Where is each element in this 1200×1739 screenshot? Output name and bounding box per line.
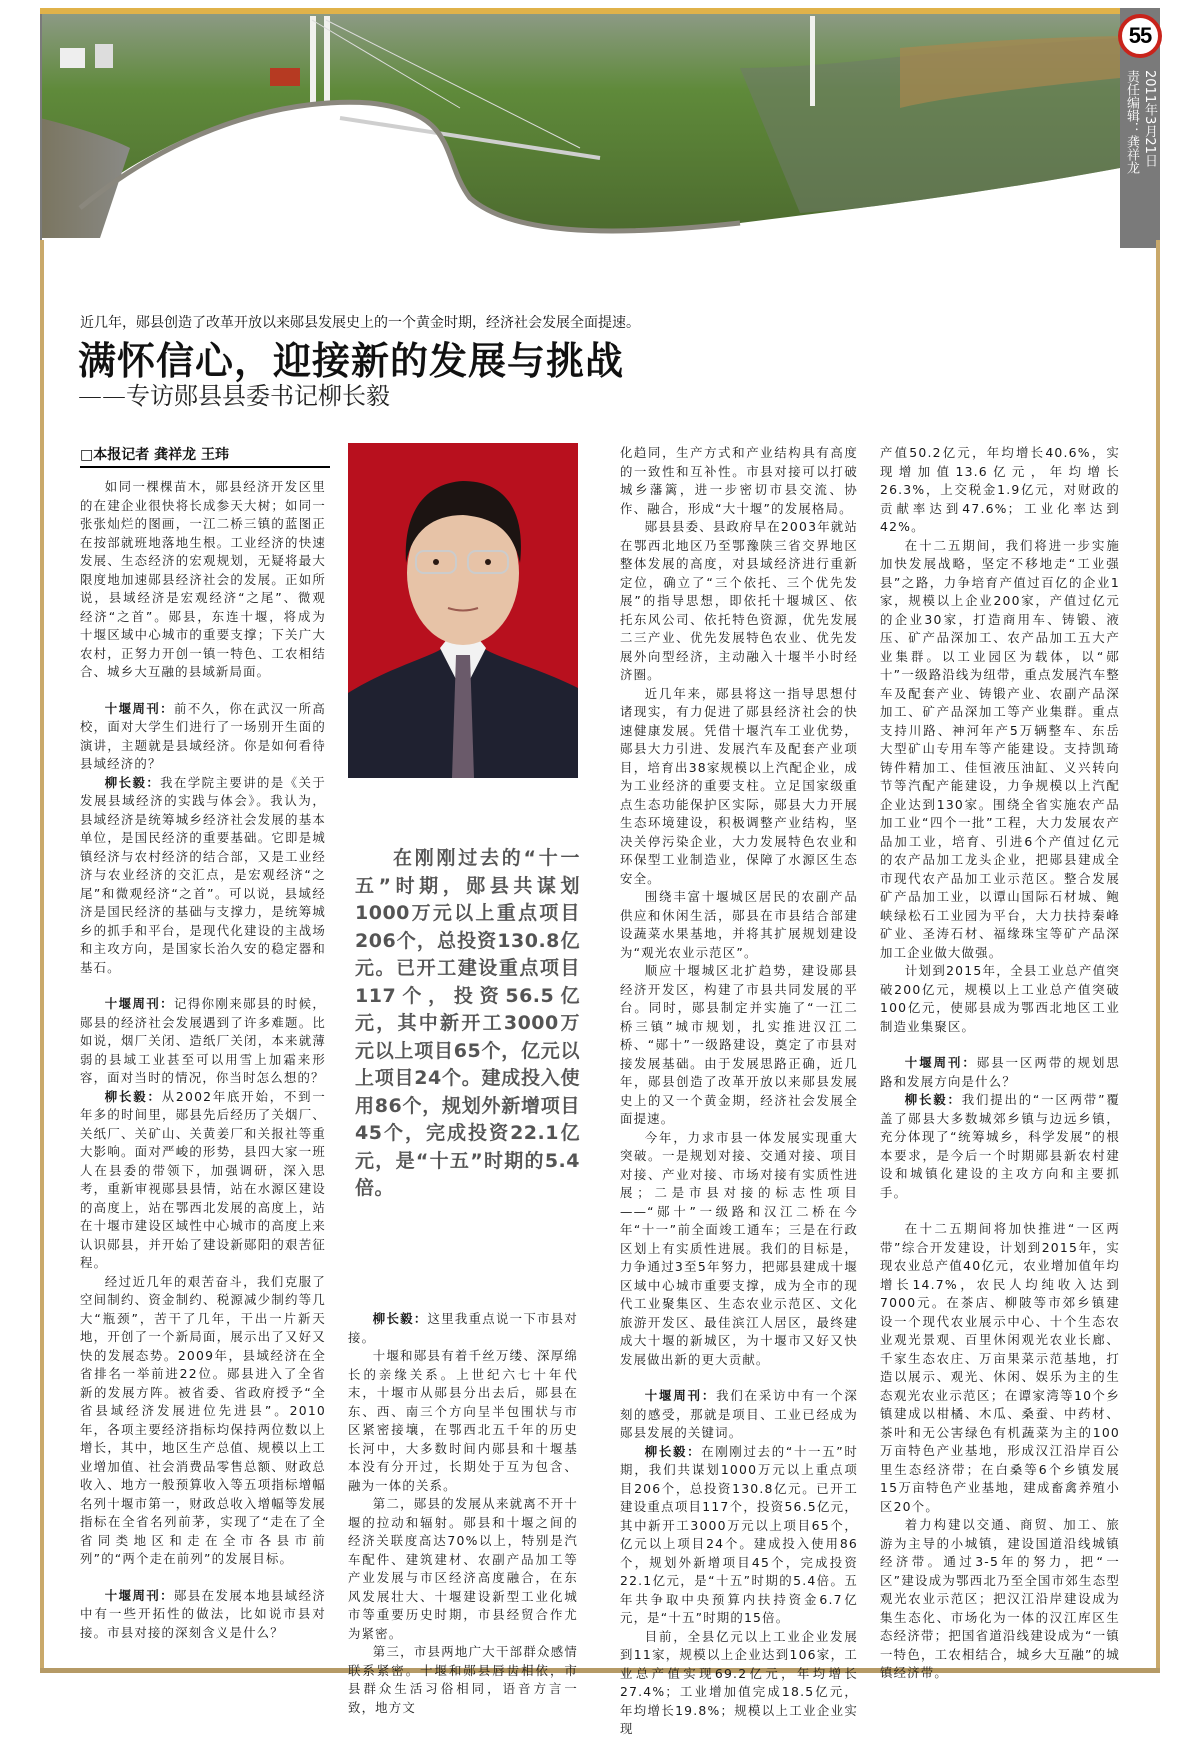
paragraph-text: 在十二五期间，我们将进一步实施加快发展战略，坚定不移地走“工业强县”之路，力争培育产值过百亿的企业1家，规模以上企业200家，产值过亿元的企业30家，打造商用车、铸锻、液压、矿产品深加工、农产品加工五大产业集群。以工业园区为载体，以“郧十”一级路沿线为纽带，重点发展汽车整车及配套产业、铸锻产业、农副产品深加工、矿产品深加工等产业集群。重点支持川路、神河年产5万辆整车、东岳大型矿山专用车等产能建设。支持凯琦铸件精加工、佳恒液压油缸、义兴转向节等汽配产能建设，力争规模以上汽配企业达到130家。围绕全省实施农产品加工业“四个一批”工程，大力发展农产品加工业，培育、引进6个产值过亿元的农产品加工龙头企业，把郧县建成全市现代农产品加工业示范区。整合发展矿产品加工业，以谭山国际石材城、鲍峡绿松石工业园为平台，大力扶持秦峰矿业、圣涛石材、福缘珠宝等矿产品深加工企业做大做强。: [880, 537, 1120, 960]
frame-right: [1156, 240, 1160, 1670]
editor-credit: 责任编辑：龚祥龙: [1124, 70, 1139, 174]
qa-paragraph: [880, 1091, 1120, 1202]
qa-paragraph: [880, 1054, 1120, 1091]
paragraph-text: 郧县一区两带的规划思路和发展方向是什么？: [880, 1055, 1121, 1089]
paragraph-text: 计划到2015年，全县工业总产值突破200亿元，规模以上工业总产值突破100亿元，使郧县成为鄂西北地区工业制造业集聚区。: [880, 963, 1120, 1034]
paragraph-text: 围绕丰富十堰城区居民的农副产品供应和休闲生活，郧县在市县结合部建设蔬菜水果基地，并将其扩展规划建设为“观光农业示范区”。: [620, 889, 858, 960]
page-number-badge: 55: [1118, 14, 1162, 58]
qa-paragraph: [80, 774, 326, 978]
paragraph-text: 这里我重点说一下市县对接。: [348, 1311, 578, 1345]
body-paragraph: [348, 1643, 578, 1717]
qa-paragraph: [80, 1587, 326, 1643]
paragraph-text: 十堰和郧县有着千丝万缕、深厚绵长的亲缘关系。上世纪六七十年代末，十堰市从郧县分出去后，郧县在东、西、南三个方向呈半包围状与市区紧密接壤，在鄂西北五千年的历史长河中，大多数时间内郧县和十堰基本没有分开过，长期处于互为包含、融为一体的关系。: [348, 1348, 578, 1493]
paragraph-text: 郧县在发展本地县域经济中有一些开拓性的做法，比如说市县对接。市县对接的深刻含义是什么？: [80, 1587, 326, 1640]
speaker-label: 十堰周刊：: [104, 700, 174, 716]
speaker-label: 十堰周刊：: [104, 1587, 174, 1603]
subheadline: ——专访郧县县委书记柳长毅: [78, 382, 390, 410]
article-column-4: [880, 444, 1120, 1683]
qa-paragraph: [80, 700, 326, 774]
issue-date: 2011年3月21日: [1142, 70, 1157, 167]
paragraph-text: 着力构建以交通、商贸、加工、旅游为主导的小城镇，建设国道沿线城镇经济带。通过3-5年的努力，把“一区”建设成为鄂西北乃至全国市郊生态型观光农业示范区；把汉江沿岸建设成为集生态化、市场化为一体的汉江库区生态经济带；把国省道沿线建设成为“一镇一特色，工农相结合，城乡大互融”的城镇经济带。: [880, 1517, 1120, 1680]
frame-left: [40, 240, 44, 1670]
speaker-label: 柳长毅：: [904, 1092, 962, 1107]
paragraph-text: 顺应十堰城区北扩趋势，建设郧县经济开发区，构建了市县共同发展的平台。同时，郧县制定并实施了“一江二桥三镇”城市规划，扎实推进汉江二桥、“郧十”一级路建设，奠定了市县对接发展基础。由于发展思路正确，近几年，郧县创造了改革开放以来郧县发展史上的又一个黄金期，经济社会发展全面提速。: [620, 963, 858, 1126]
speaker-label: 十堰周刊：: [104, 996, 174, 1011]
headline: 满怀信心，迎接新的发展与挑战: [78, 338, 625, 383]
paragraph-text: 在刚刚过去的“十一五”时期，我们共谋划1000万元以上重点项目206个，总投资130.8亿元。已开工建设重点项目117个，投资56.5亿元，其中新开工3000万元以上项目65个，亿元以上项目24个。建成投入使用86个，规划外新增项目45个，完成投资22.1亿元，是“十五”时期的5.4倍。五年共争取中央预算内扶持资金6.7亿元，是“十五”时期的15倍。: [620, 1443, 858, 1625]
body-paragraph: [620, 1129, 858, 1370]
qa-paragraph: [348, 1310, 578, 1347]
paragraph-text: 从2002年底开始，不到一年多的时间里，郧县先后经历了关烟厂、关纸厂、关矿山、关黄姜厂和关报社等重大影响。面对严峻的形势，县四大家一班人在县委的带领下，加强调研，深入思考，重新审视郧县县情，站在水源区建设的高度上，站在鄂西北发展的高度上，站在十堰市建设区域性中心城市的高度上来认识郧县，并开始了建设新郧阳的艰苦征程。: [80, 1088, 326, 1270]
paragraph-text: 近几年来，郧县将这一指导思想付诸现实，有力促进了郧县经济社会的快速健康发展。凭借十堰汽车工业优势，郧县大力引进、发展汽车及配套产业项目，培育出38家规模以上汽配企业，成为工业经济的重要支柱。立足国家级重点生态功能保护区实际，郧县大力开展生态环境建设，积极调整产业结构，坚决关停污染企业，大力发展特色农业和环保型工业制造业，保障了水源区生态安全。: [620, 685, 858, 886]
paragraph-text: 我们提出的“一区两带”覆盖了郧县大多数城郊乡镇与边远乡镇，充分体现了“统筹城乡，科学发展”的根本要求，是今后一个时期郧县新农村建设和城镇化建设的主攻方向和主要抓手。: [880, 1092, 1120, 1200]
body-paragraph: [880, 962, 1120, 1036]
paragraph-text: 郧县县委、县政府早在2003年就站在鄂西北地区乃至鄂豫陕三省交界地区整体发展的高度，对县域经济进行重新定位，确立了“三个依托、三个优先发展”的指导思想，即依托十堰城区、依托东风公司、依托特色资源，优先发展二三产业、优先发展特色农业、优先发展外向型经济，主动融入十堰半小时经济圈。: [620, 519, 858, 682]
body-paragraph: [620, 444, 858, 518]
speaker-label: 柳长毅：: [104, 1088, 162, 1104]
body-paragraph: [620, 1628, 858, 1739]
paragraph-text: 如同一棵棵苗木，郧县经济开发区里的在建企业很快将长成参天大树；如同一张张灿烂的图画，一江二桥三镇的蓝图正在按部就班地落地生根。工业经济的快速发展、生态经济的宏观规划，无疑将最大限度地加速郧县经济社会的发展。正如所说，县域经济是宏观经济“之尾”、微观经济“之首”。郧县，东连十堰，将成为十堰区域中心城市的重要支撑；下关广大农村，正努力开创一镇一特色、工农相结合、城乡大互融的县域新局面。: [80, 479, 326, 679]
body-paragraph: [80, 478, 326, 682]
paragraph-text: 目前，全县亿元以上工业企业发展到11家，规模以上企业达到106家，工业总产值实现69.2亿元，年均增长27.4%；工业增加值完成18.5亿元，年均增长19.8%；规模以上工业企业实现: [620, 1628, 858, 1736]
paragraph-text: 我们在采访中有一个深刻的感受，那就是项目、工业已经成为郧县发展的关键词。: [620, 1388, 859, 1440]
article-column-1: [80, 478, 326, 1642]
paragraph-text: 前不久，你在武汉一所高校，面对大学生们进行了一场别开生面的演讲，主题就是县域经济。你是如何看待县域经济的？: [80, 700, 326, 771]
body-paragraph: [80, 1273, 326, 1569]
byline: □本报记者 龚祥龙 王玮: [80, 444, 330, 468]
body-paragraph: [348, 1347, 578, 1495]
paragraph-text: 在十二五期间将加快推进“一区两带”综合开发建设，计划到2015年，实现农业总产值40亿元，农业增加值年均增长14.7%，农民人均纯收入达到7000元。在茶店、柳陂等市郊乡镇建设一个现代农业展示中心、十个生态农业观光景观、百里休闲观光农业长廊、千家生态农庄、万亩果菜示范基地，打造以展示、观光、休闲、娱乐为主的生态观光农业示范区；在谭家湾等10个乡镇建成以柑橘、木瓜、桑蚕、中药材、茶叶和无公害绿色有机蔬菜为主的100万亩特色产业基地，形成汉江沿岸百公里生态经济带；在白桑等6个乡镇发展15万亩特色产业基地，建成畜禽养殖小区20个。: [880, 1221, 1120, 1514]
speaker-label: 十堰周刊：: [644, 1388, 717, 1403]
paragraph-text: 化趋同，生产方式和产业结构具有高度的一致性和互补性。市县对接可以打破城乡藩篱，进一步密切市县交流、协作、融合，形成“大十堰”的发展格局。: [620, 445, 858, 516]
speaker-label: 柳长毅：: [644, 1443, 702, 1459]
qa-paragraph: [80, 995, 326, 1088]
speaker-label: 柳长毅：: [104, 774, 161, 790]
body-paragraph: [620, 888, 858, 962]
body-paragraph: [620, 962, 858, 1129]
paragraph-text: 经过近几年的艰苦奋斗，我们克服了空间制约、资金制约、税源减少制约等几大“瓶颈”，苦干了几年，干出一片新天地，开创了一个新局面，展示出了又好又快的发展态势。2009年，县域经济在全省排名一举前进22位。郧县进入了全省新的发展方阵。被省委、省政府授予“全省县域经济发展进位先进县”。2010年，各项主要经济指标均保持两位数以上增长，其中，地区生产总值、规模以上工业增加值、社会消费品零售总额、财政总收入、地方一般预算收入等五项指标增幅名列十堰市第一，财政总收入增幅等发展指标在全省名列前茅，实现了“走在了全省同类地区和走在全市各县市前列”的“两个走在前列”的发展目标。: [80, 1273, 326, 1566]
lead-line: 近几年，郧县创造了改革开放以来郧县发展史上的一个黄金时期，经济社会发展全面提速。: [80, 315, 640, 331]
paragraph-text: 第二，郧县的发展从来就离不开十堰的拉动和辐射。郧县和十堰之间的经济关联度高达70%以上，特别是汽车配件、建筑建材、农副产品加工等产业发展与市区经济高度融合，在东风发展壮大、十堰建设新型工业化城市等重要历史时期，市县经贸合作尤为紧密。: [348, 1496, 578, 1641]
speaker-label: 柳长毅：: [372, 1311, 428, 1326]
article-column-3: [620, 444, 858, 1739]
paragraph-text: 我在学院主要讲的是《关于发展县域经济的实践与体会》。我认为，县域经济是统筹城乡经济社会发展的基本单位，是国民经济的重要基础。它即是城镇经济与农村经济的结合部，又是工业经济与农业经济的交汇点，是宏观经济“之尾”和微观经济“之首”。可以说，县域经济是国民经济的基础与支撑力，是统筹城乡的抓手和平台，是现代化建设的主战场和主攻方向，是国家长治久安的稳定器和基石。: [80, 774, 326, 975]
paragraph-text: 今年，力求市县一体发展实现重大突破。一是规划对接、交通对接、项目对接、产业对接、市场对接有实质性进展；二是市县对接的标志性项目——“郧十”一级路和汉江二桥在今年“十一”前全面竣工通车；三是在行政区划上有实质性进展。我们的目标是，力争通过3至5年努力，把郧县建成十堰区域中心城市重要支撑，成为全市的现代工业聚集区、生态农业示范区、文化旅游开发区、最佳滨江人居区，最终建成大十堰的新城区，为十堰市又好又快发展做出新的更大贡献。: [620, 1129, 858, 1367]
paragraph-text: 记得你刚来郧县的时候，郧县的经济社会发展遇到了许多难题。比如说，烟厂关闭、造纸厂关闭，本来就薄弱的县域工业甚至可以用雪上加霜来形容，面对当时的情况，你当时怎么想的？: [80, 996, 326, 1085]
body-paragraph: [348, 1495, 578, 1643]
banner-photo: [40, 8, 1120, 243]
body-paragraph: [620, 685, 858, 889]
paragraph-text: 第三，市县两地广大干部群众感情联系紧密。十堰和郧县唇齿相依，市县群众生活习俗相同，语音方言一致，地方文: [348, 1644, 578, 1715]
portrait-photo: [348, 443, 578, 778]
body-paragraph: [880, 1516, 1120, 1683]
paragraph-text: 产值50.2亿元，年均增长40.6%，实现增加值13.6亿元，年均增长26.3%，上交税金1.9亿元，对财政的贡献率达到47.6%；工业化率达到42%。: [880, 445, 1120, 534]
qa-paragraph: [620, 1387, 858, 1443]
qa-paragraph: [620, 1443, 858, 1628]
speaker-label: 十堰周刊：: [904, 1055, 977, 1070]
body-paragraph: [880, 1220, 1120, 1516]
qa-paragraph: [80, 1088, 326, 1273]
body-paragraph: [620, 518, 858, 685]
body-paragraph: [880, 444, 1120, 537]
pull-quote: 在刚刚过去的“十一五”时期，郧县共谋划1000万元以上重点项目206个，总投资130.8亿元。已开工建设重点项目117个，投资56.5亿元，其中新开工3000万元以上项目65个，亿元以上项目24个。建成投入使用86个，规划外新增项目45个，完成投资22.1亿元，是“十五”时期的5.4倍。: [355, 847, 580, 1199]
body-paragraph: [880, 537, 1120, 963]
article-column-2: [348, 1310, 578, 1717]
